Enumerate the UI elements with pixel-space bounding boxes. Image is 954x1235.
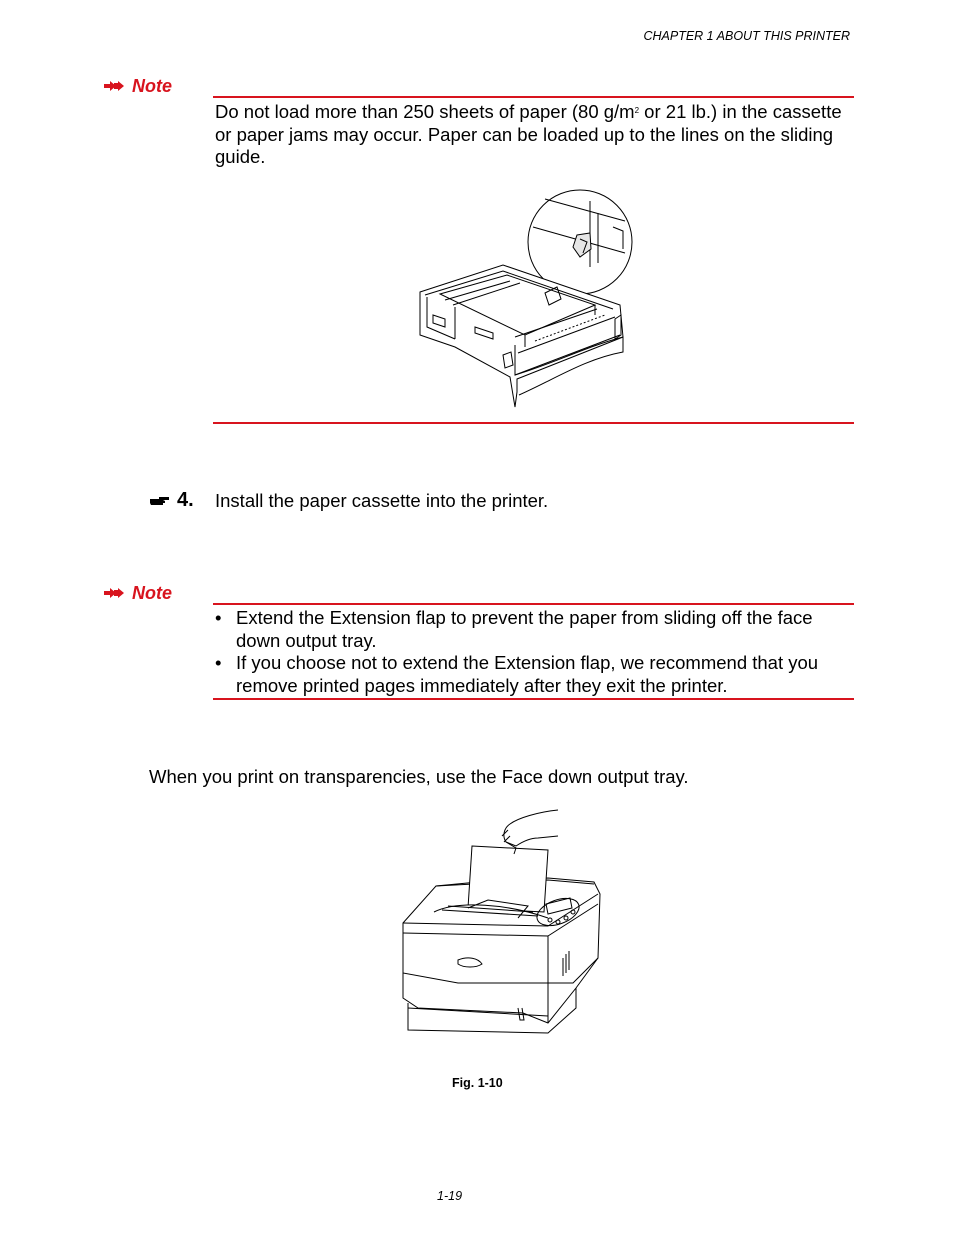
note-label: Note <box>132 582 172 603</box>
note-heading <box>104 581 172 605</box>
step-marker <box>149 489 194 512</box>
note-heading <box>104 74 172 98</box>
note-text-part: Do not load more than 250 sheets of paper (80 g/m <box>215 101 635 122</box>
printer-illustration <box>398 808 603 1038</box>
bullet: • <box>215 607 222 628</box>
note-text-part: or 21 lb.) in the cassette or paper jams may occur. Paper can be loaded up to the lines on the sliding guide. <box>215 101 842 167</box>
chapter-header: CHAPTER 1 ABOUT THIS PRINTER <box>643 29 850 43</box>
step-number: 4. <box>177 489 194 511</box>
step-text: Install the paper cassette into the printer. <box>215 490 549 511</box>
list-item <box>215 607 855 652</box>
note-arrow-icon <box>104 586 124 600</box>
bullet-text: Extend the Extension flap to prevent the paper from sliding off the face down output tray. <box>236 607 813 651</box>
note-top-rule <box>213 96 854 98</box>
bullet-text: If you choose not to extend the Extension flap, we recommend that you remove printed pages immediately after they exit the printer. <box>236 652 819 696</box>
note-bullet-list <box>215 607 855 697</box>
note-arrow-icon <box>104 79 124 93</box>
paper-cassette-illustration <box>415 187 650 409</box>
note-paragraph <box>215 101 857 169</box>
bullet: • <box>215 652 222 673</box>
pointing-hand-icon <box>149 494 171 508</box>
figure-caption: Fig. 1-10 <box>452 1076 503 1090</box>
superscript: 2 <box>634 106 640 115</box>
body-paragraph: When you print on transparencies, use the Face down output tray. <box>149 766 689 787</box>
note-top-rule <box>213 603 854 605</box>
list-item <box>215 652 855 697</box>
note-bottom-rule <box>213 422 854 424</box>
note-label: Note <box>132 75 172 96</box>
note-bottom-rule <box>213 698 854 700</box>
page-number: 1-19 <box>437 1189 463 1203</box>
